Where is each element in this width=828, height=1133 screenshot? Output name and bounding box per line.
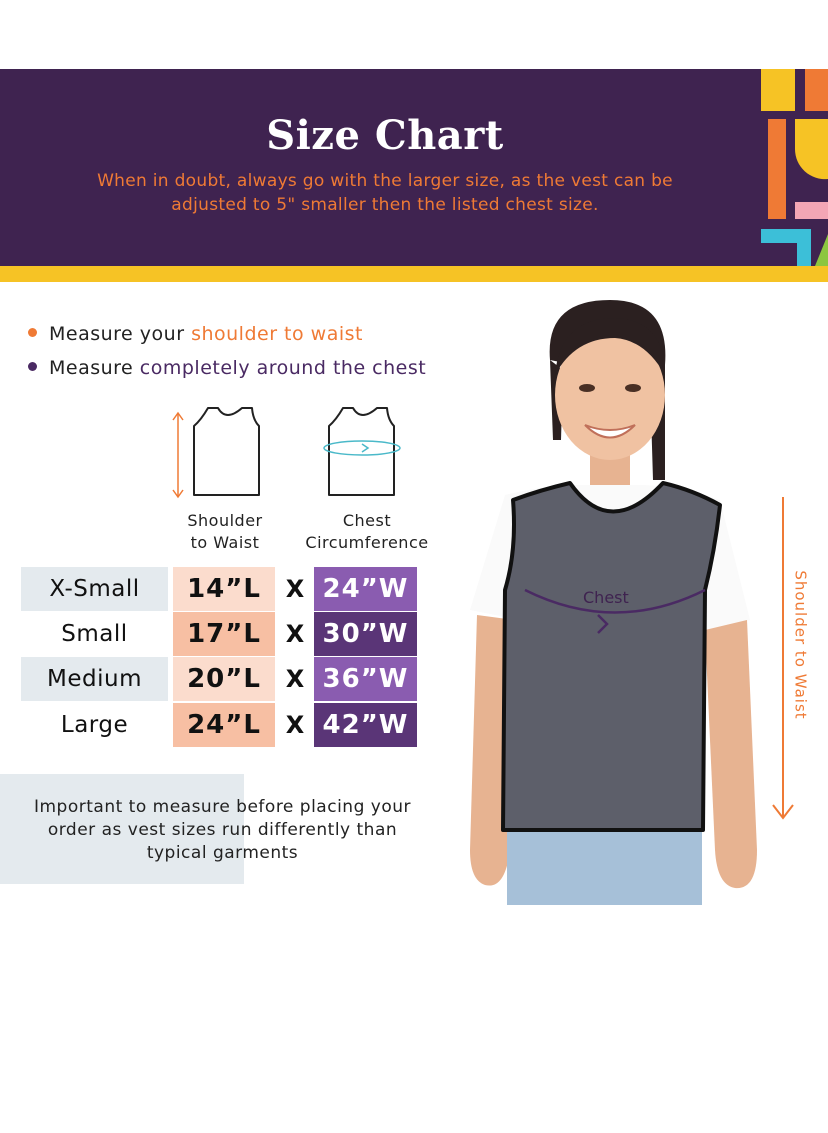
chest-circumference-icon (320, 400, 415, 505)
width-value: 24”W (314, 567, 417, 611)
shoulder-to-waist-text: Shoulder to Waist (791, 570, 810, 720)
separator: X (285, 620, 305, 648)
size-label: Large (21, 703, 168, 747)
bullet-dot-icon (28, 328, 37, 337)
measure-note: Important to measure before placing your order as vest sizes run differently than typical garments (33, 797, 411, 863)
size-label: Small (21, 612, 168, 656)
caption-line: to Waist (190, 533, 260, 552)
header-banner (0, 69, 828, 266)
separator: X (285, 711, 305, 739)
decorative-shapes (0, 69, 828, 266)
header-stripe (0, 266, 828, 282)
width-value: 30”W (314, 612, 417, 656)
length-value: 20”L (173, 657, 275, 701)
shoulder-to-waist-label (790, 560, 810, 730)
caption-line: Chest (342, 511, 392, 530)
length-value: 24”L (173, 703, 275, 747)
separator: X (285, 665, 305, 693)
width-value: 36”W (314, 657, 417, 701)
instruction-text: Measure your (49, 323, 192, 345)
instruction-shoulder (28, 323, 363, 345)
size-label: X-Small (21, 567, 168, 611)
instruction-highlight: completely around the chest (139, 357, 427, 379)
bullet-dot-icon (28, 362, 37, 371)
instruction-chest (28, 357, 426, 379)
length-value: 17”L (173, 612, 275, 656)
instruction-text: Measure (49, 357, 140, 379)
separator: X (285, 575, 305, 603)
length-value: 14”L (173, 567, 275, 611)
instruction-highlight: shoulder to waist (191, 323, 363, 345)
caption-line: Circumference (305, 533, 429, 552)
model-photo (465, 290, 765, 905)
width-value: 42”W (314, 703, 417, 747)
page-title: Size Chart (266, 112, 504, 159)
caption-line: Shoulder (187, 511, 263, 530)
page-subtitle: When in doubt, always go with the larger size, as the vest can be adjusted to 5" smaller then the listed chest size. (97, 171, 673, 215)
shoulder-caption (165, 510, 285, 554)
chest-label: Chest (583, 588, 629, 607)
shoulder-to-waist-icon (165, 400, 275, 505)
size-label: Medium (21, 657, 168, 701)
chest-caption (292, 510, 442, 554)
